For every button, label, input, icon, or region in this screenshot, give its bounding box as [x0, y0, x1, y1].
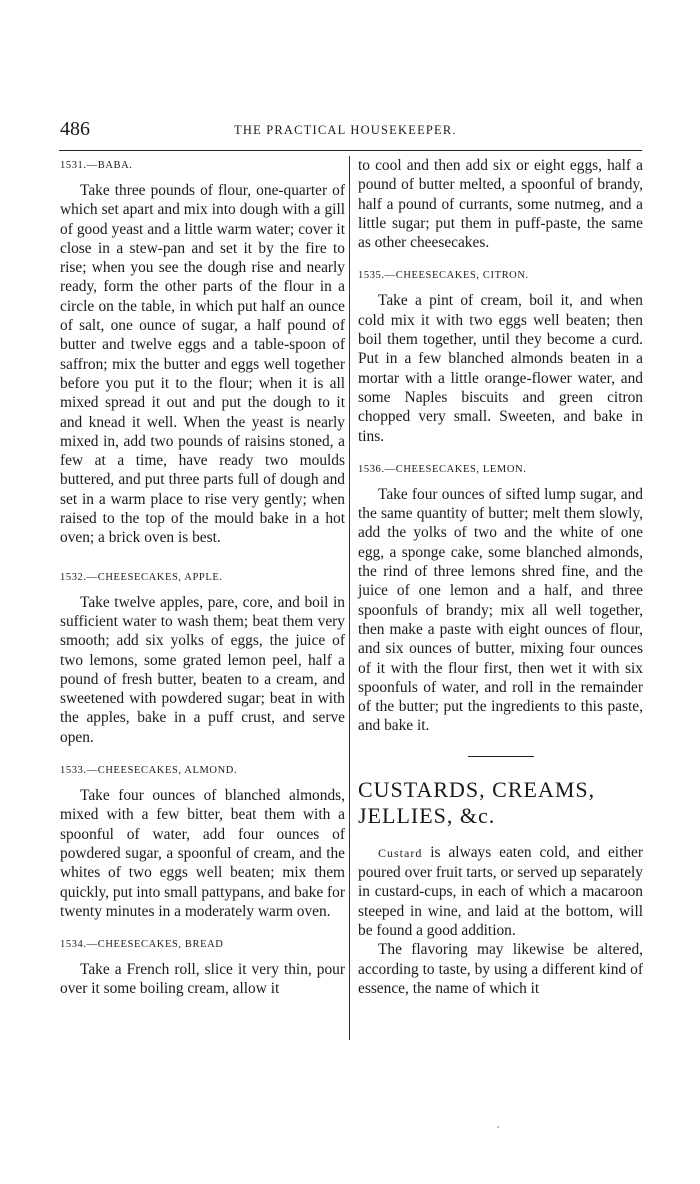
- recipe-heading: 1532.—CHEESECAKES, APPLE.: [60, 571, 223, 583]
- recipe-text: Take twelve apples, pare, core, and boil in sufficient water to wash them; beat them very smooth; add six yolks of eggs, the juice of two lemons, some grated lemon peel, half a pound of fresh butter, beaten to a cream, and sweetened with powdered sugar; beat in with the apples, bake in a puff crust, and serve open.: [60, 593, 345, 746]
- section-subtitle: JELLIES, &c.: [358, 802, 496, 828]
- recipe-heading: 1531.—BABA.: [60, 160, 133, 171]
- recipe-heading: 1534.—CHEESECAKES, BREAD: [60, 939, 224, 951]
- recipe-text: Take four ounces of blanched almonds, mixed with a few bitter, beat them with a spoonful of water, add four ounces of powdered sugar, a spoonful of cream, and the whites of two eggs well beaten; mix them quickly, put into small pattypans, and bake for twenty minutes in a moderately warm oven.: [60, 787, 345, 920]
- lead-word: Custard: [378, 845, 423, 860]
- section-title: CUSTARDS, CREAMS,: [358, 776, 596, 802]
- paragraph-text: is always eaten cold, and either poured over fruit tarts, or served up separately in custard-cups, in each of which a macaroon steeped in wine, and laid at the bottom, will be found a good addition.: [358, 843, 643, 939]
- recipe-text: Take a pint of cream, boil it, and when cold mix it with two eggs well beaten; then boil them together, until they become a curd. Put in a few blanched almonds beaten in a mortar with a little orange-flower water, and some Naples biscuits and green citron chopped very small. Sweeten, and bake in tins.: [358, 292, 643, 445]
- page-header: [60, 118, 642, 144]
- right-column: [358, 156, 643, 998]
- recipe-text-continued: to cool and then add six or eight eggs, half a pound of butter melted, a spoonful of brandy, half a pound of currants, some nutmeg, and a little sugar; put them in puff-paste, the same as other cheesecakes.: [358, 157, 643, 252]
- paper-speck: [497, 1126, 499, 1128]
- recipe-text: Take a French roll, slice it very thin, pour over it some boiling cream, allow it: [60, 961, 345, 998]
- recipe-heading: 1533.—CHEESECAKES, ALMOND.: [60, 765, 238, 777]
- page-number: 486: [60, 118, 90, 140]
- running-head: THE PRACTICAL HOUSEKEEPER.: [234, 123, 457, 137]
- recipe-heading: 1535.—CHEESECAKES, CITRON.: [358, 270, 529, 282]
- column-divider: [349, 156, 350, 1040]
- recipe-text: Take three pounds of flour, one-quarter of which set apart and mix into dough with a gill of good yeast and a little warm water; cover it close in a stew-pan and set it by the fire to rise; when you see the dough rise and nearly ready, form the other parts of the flour in a circle on the table, in which put half an ounce of salt, one ounce of sugar, a half pound of butter and twelve eggs and a table-spoon of saffron; mix the butter and eggs well together before you put it to the flour; when it is all mixed spread it out and put the dough to it and knead it well. When the yeast is nearly mixed in, add two pounds of raisins stoned, a few at a time, have ready two moulds buttered, and put three parts full of dough and set in a warm place to rise very gently; when raised to the top of the mould bake in a hot oven; a brick oven is best.: [60, 182, 345, 547]
- section-paragraph: [358, 843, 643, 940]
- recipe-text: Take four ounces of sifted lump sugar, and the same quantity of butter; melt them slowly, add the yolks of two and the white of one egg, a sponge cake, some blanched almonds, the rind of three lemons shred fine, and the juice of one lemon and a half, and three spoonfuls of brandy; mix all well together, then make a paste with eight ounces of flour, and six ounces of butter, mixing four ounces of it with the flour first, then wet it with six spoonfuls of water, and roll in the remainder of the butter; put the ingredients to this paste, and bake it.: [358, 485, 643, 735]
- left-column: [60, 156, 345, 999]
- header-rule: [59, 150, 642, 151]
- recipe-heading: 1536.—CHEESECAKES, LEMON.: [358, 463, 527, 475]
- section-paragraph: The flavoring may likewise be altered, according to taste, by using a different kind of essence, the name of which it: [358, 941, 643, 997]
